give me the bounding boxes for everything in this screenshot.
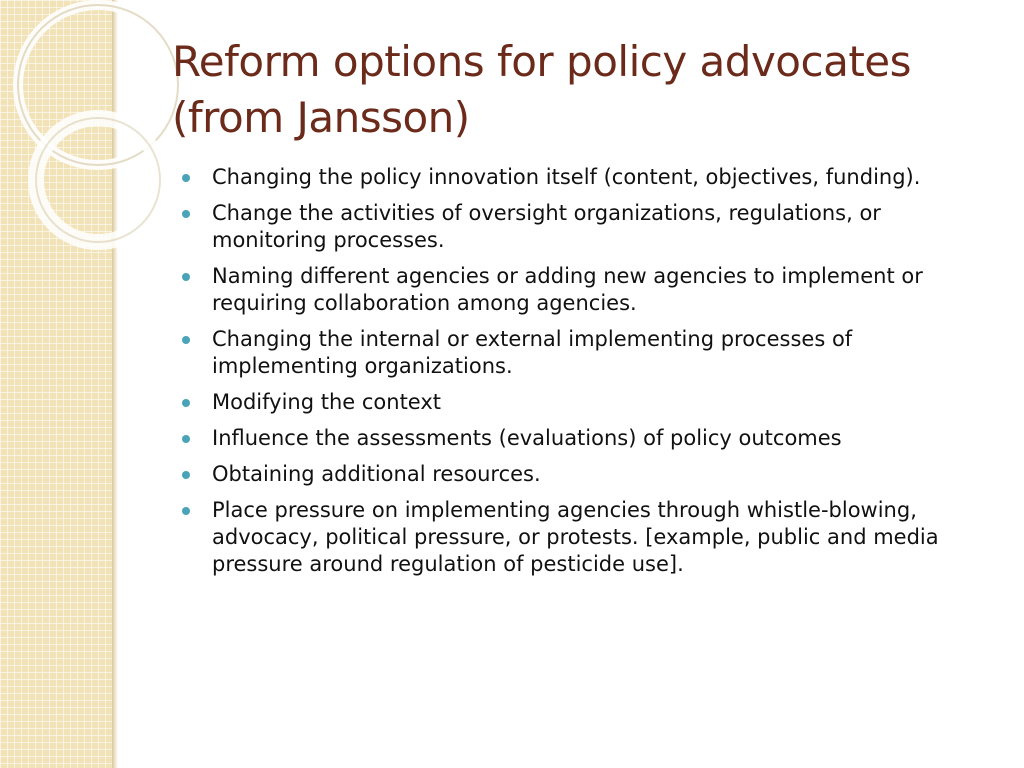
bullet-text: Change the activities of oversight organizations, regulations, or monitoring processes. bbox=[212, 201, 881, 252]
bullet-list bbox=[182, 164, 992, 587]
bullet-text: Obtaining additional resources. bbox=[212, 462, 541, 486]
bullet-text: Influence the assessments (evaluations) of policy outcomes bbox=[212, 426, 842, 450]
bullet-item bbox=[182, 200, 992, 254]
bullet-dot-icon bbox=[182, 174, 190, 182]
bullet-text: Changing the policy innovation itself (content, objectives, funding). bbox=[212, 165, 921, 189]
bullet-dot-icon bbox=[182, 399, 190, 407]
slide-title: Reform options for policy advocates (from Jansson) bbox=[172, 37, 912, 142]
bullet-text: Place pressure on implementing agencies through whistle-blowing, advocacy, political pressure, or protests. [example, public and media pressure around regulation of pesticide use]. bbox=[212, 498, 939, 576]
decorative-circles-graphic bbox=[0, 0, 200, 260]
bullet-item bbox=[182, 326, 992, 380]
bullet-item bbox=[182, 497, 992, 578]
bullet-item bbox=[182, 263, 992, 317]
bullet-dot-icon bbox=[182, 336, 190, 344]
bullet-text: Naming different agencies or adding new agencies to implement or requiring collaboration among agencies. bbox=[212, 264, 923, 315]
bullet-item bbox=[182, 461, 992, 488]
bullet-dot-icon bbox=[182, 507, 190, 515]
bullet-item bbox=[182, 389, 992, 416]
bullet-item bbox=[182, 425, 992, 452]
bullet-text: Changing the internal or external implementing processes of implementing organizations. bbox=[212, 327, 853, 378]
bullet-dot-icon bbox=[182, 471, 190, 479]
bullet-dot-icon bbox=[182, 210, 190, 218]
bullet-text: Modifying the context bbox=[212, 390, 442, 414]
bullet-dot-icon bbox=[182, 273, 190, 281]
bullet-item bbox=[182, 164, 992, 191]
bullet-dot-icon bbox=[182, 435, 190, 443]
